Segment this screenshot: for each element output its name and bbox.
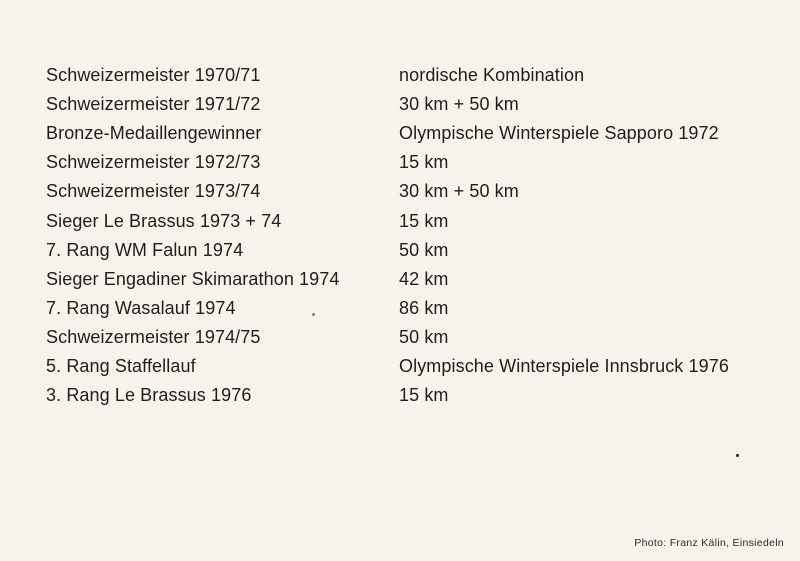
result-detail: 30 km + 50 km [399, 181, 519, 202]
result-row [46, 352, 786, 381]
result-title: Bronze-Medaillengewinner [46, 123, 262, 144]
result-detail: 50 km [399, 239, 449, 260]
result-title: Sieger Le Brassus 1973 + 74 [46, 210, 282, 231]
result-detail: 15 km [399, 385, 449, 406]
result-row [46, 61, 786, 90]
result-row [46, 236, 786, 265]
result-detail: Olympische Winterspiele Innsbruck 1976 [399, 355, 729, 376]
result-detail: 42 km [399, 268, 449, 289]
result-detail: 50 km [399, 326, 449, 347]
result-detail: 15 km [399, 210, 449, 231]
result-title: 7. Rang WM Falun 1974 [46, 239, 244, 260]
result-row [46, 265, 786, 294]
result-title: Schweizermeister 1971/72 [46, 94, 261, 115]
result-title: 7. Rang Wasalauf 1974 [46, 297, 236, 318]
result-detail: 15 km [399, 152, 449, 173]
result-row [46, 381, 786, 410]
result-title: 5. Rang Staffellauf [46, 355, 196, 376]
result-row [46, 323, 786, 352]
result-row [46, 206, 786, 235]
result-row [46, 119, 786, 148]
result-detail: 30 km + 50 km [399, 94, 519, 115]
result-title: Schweizermeister 1973/74 [46, 181, 261, 202]
result-title: 3. Rang Le Brassus 1976 [46, 385, 252, 406]
paper-speck [736, 454, 739, 457]
paper-speck [312, 313, 315, 316]
result-title: Sieger Engadiner Skimarathon 1974 [46, 268, 340, 289]
result-row [46, 294, 786, 323]
result-detail: nordische Kombination [399, 65, 585, 86]
result-title: Schweizermeister 1970/71 [46, 65, 261, 86]
result-row [46, 148, 786, 177]
result-title: Schweizermeister 1972/73 [46, 152, 261, 173]
result-detail: Olympische Winterspiele Sapporo 1972 [399, 123, 719, 144]
result-detail: 86 km [399, 297, 449, 318]
photo-credit: Photo: Franz Kälin, Einsiedeln [634, 537, 784, 549]
results-list [46, 61, 786, 410]
result-row [46, 90, 786, 119]
result-row [46, 177, 786, 206]
result-title: Schweizermeister 1974/75 [46, 326, 261, 347]
